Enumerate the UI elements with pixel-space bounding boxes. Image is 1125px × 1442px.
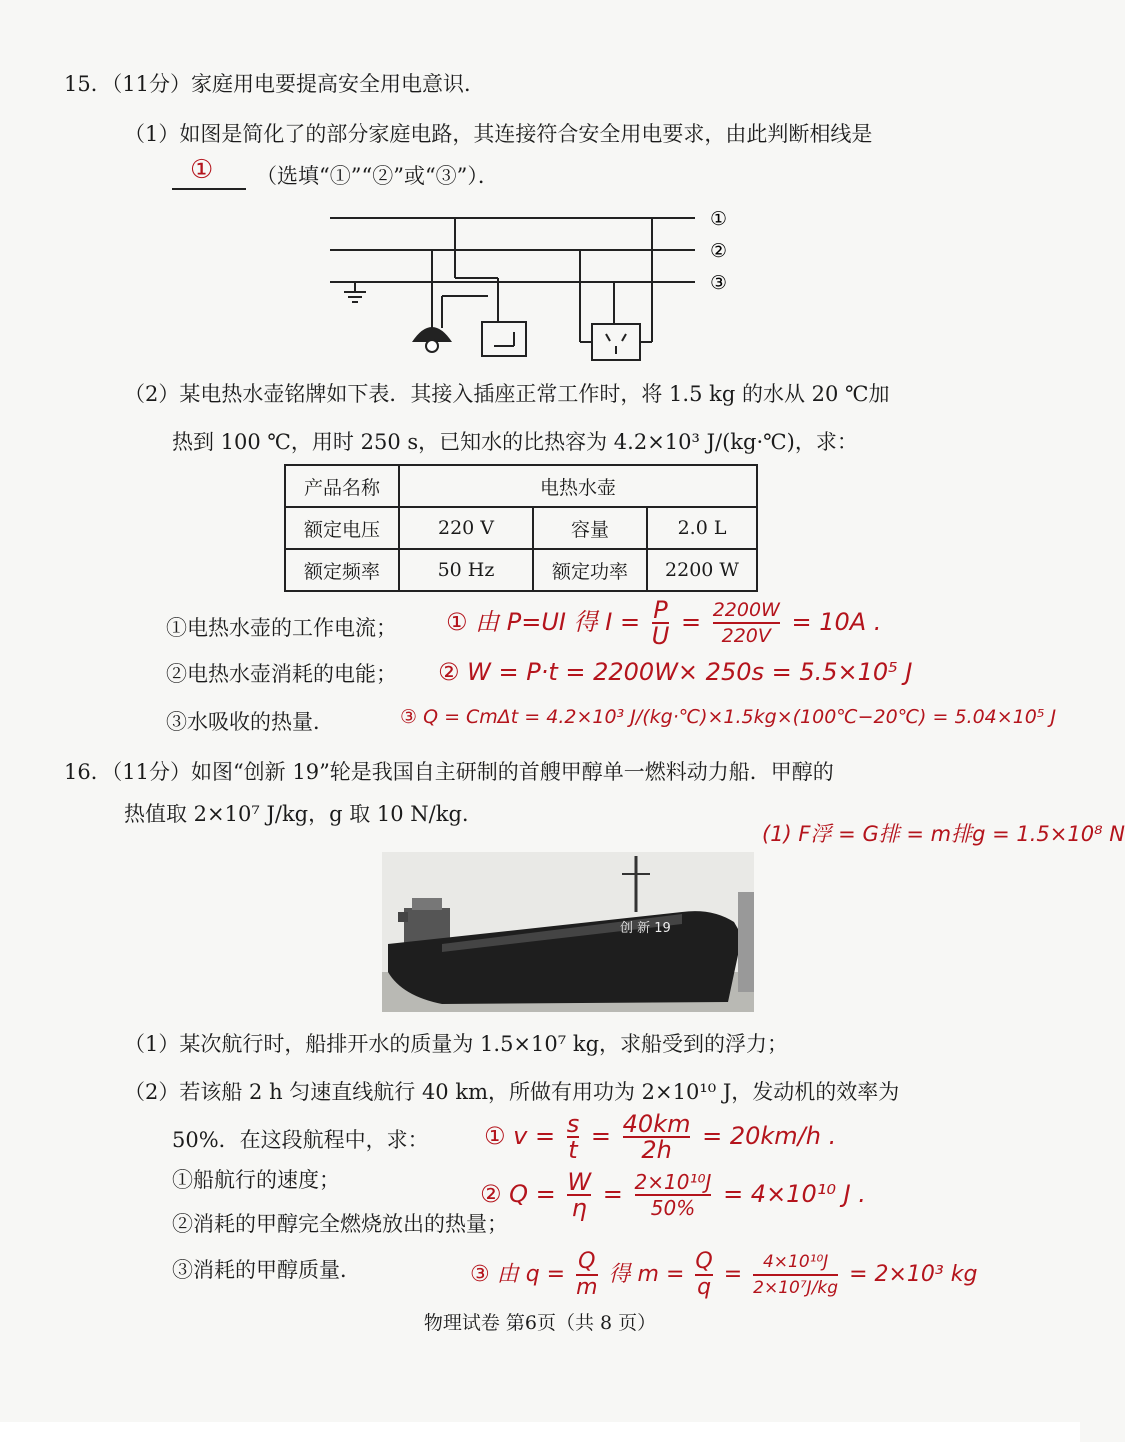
table-cell: 220 V <box>399 507 533 549</box>
table-cell: 产品名称 <box>285 465 399 507</box>
q15-handwritten-answer-1: ① 由 P=UI 得 I = $\frac{P}{U}$ = $\frac{2200W}{220V}$ = 10A . <box>446 596 882 650</box>
q15-part1-options: （选填“①”“②”或“③”）． <box>256 164 499 188</box>
page-footer: 物理试卷 第6页（共 8 页） <box>423 1312 657 1334</box>
wire-label-1: ① <box>710 208 728 230</box>
q16-sub3: ③消耗的甲醇质量． <box>172 1258 361 1282</box>
wire-label-3: ③ <box>710 272 728 294</box>
q16-header: 16．（11分）如图“创新 19”轮是我国自主研制的首艘甲醇单一燃料动力船．甲醇的 <box>64 760 834 784</box>
q15-part2-line2: 热到 100 ℃，用时 250 s，已知水的比热容为 4.2×10³ J/(kg·℃)，求： <box>172 430 858 454</box>
table-cell: 2.0 L <box>647 507 757 549</box>
q15-answer-blank <box>172 155 246 190</box>
q16-part2-line2: 50%．在这段航程中，求： <box>172 1128 429 1152</box>
q16-sub1: ①船航行的速度； <box>172 1168 340 1192</box>
q16-handwritten-mass: ③ 由 q = $\frac{Q}{m}$ 得 m = $\frac{Q}{q}$ = $\frac{\text{4×10¹⁰J}}{\text{2×10⁷J/kg}}$ = 2×10³ kg <box>470 1249 978 1300</box>
q16-handwritten-speed: ① v = $\frac{s}{t}$ = $\frac{40km}{2h}$ = 20km/h . <box>484 1110 837 1164</box>
table-cell: 容量 <box>533 507 647 549</box>
q15-sub1: ①电热水壶的工作电流； <box>166 616 397 640</box>
q15-handwritten-answer-2: ② W = P·t = 2200W× 250s = 5.5×10⁵ J <box>438 658 913 686</box>
ship-photo <box>382 852 754 1012</box>
wire-label-2: ② <box>710 240 728 262</box>
page-bottom-edge <box>0 1422 1080 1442</box>
table-row <box>285 549 757 591</box>
ship-name-label: 创 新 19 <box>620 921 671 936</box>
q15-handwritten-answer-3: ③ Q = CmΔt = 4.2×10³ J/(kg·℃)×1.5kg×(100℃−20℃) = 5.04×10⁵ J <box>400 706 1057 728</box>
lamp-bulb <box>426 340 438 352</box>
table-cell: 额定电压 <box>285 507 399 549</box>
household-circuit-diagram <box>330 200 730 370</box>
table-cell: 2200 W <box>647 549 757 591</box>
q15-part1-line1: （1）如图是简化了的部分家庭电路，其连接符合安全用电要求，由此判断相线是 <box>124 122 873 146</box>
q16-handwritten-buoyancy: (1) F浮 = G排 = m排g = 1.5×10⁸ N <box>762 822 1125 846</box>
socket-box <box>592 324 640 360</box>
q16-sub2: ②消耗的甲醇完全燃烧放出的热量； <box>172 1212 508 1236</box>
q15-answer-handwritten: ① <box>190 155 214 185</box>
q16-part1: （1）某次航行时，船排开水的质量为 1.5×10⁷ kg，求船受到的浮力； <box>124 1032 789 1056</box>
table-cell: 50 Hz <box>399 549 533 591</box>
q15-sub2: ②电热水壶消耗的电能； <box>166 662 397 686</box>
q15-part2-line1: （2）某电热水壶铭牌如下表．其接入插座正常工作时，将 1.5 kg 的水从 20 ℃加 <box>124 382 890 406</box>
table-row <box>285 507 757 549</box>
q16-part2-line1: （2）若该船 2 h 匀速直线航行 40 km，所做有用功为 2×10¹⁰ J，发动机的效率为 <box>124 1080 900 1104</box>
q16-header-line2: 热值取 2×10⁷ J/kg，g 取 10 N/kg. <box>124 802 469 826</box>
table-cell: 额定功率 <box>533 549 647 591</box>
q16-handwritten-heat: ② Q = $\frac{W}{\eta}$ = $\frac{\text{2×10¹⁰J}}{50\%}$ = 4×10¹⁰ J . <box>480 1168 866 1222</box>
q15-part1-line2 <box>172 155 499 190</box>
switch-box <box>482 322 526 356</box>
q15-sub3: ③水吸收的热量． <box>166 710 334 734</box>
table-cell: 电热水壶 <box>399 465 757 507</box>
table-cell: 额定频率 <box>285 549 399 591</box>
q15-header: 15．（11分）家庭用电要提高安全用电意识． <box>64 72 485 96</box>
kettle-nameplate-table <box>284 464 758 592</box>
table-row <box>285 465 757 507</box>
